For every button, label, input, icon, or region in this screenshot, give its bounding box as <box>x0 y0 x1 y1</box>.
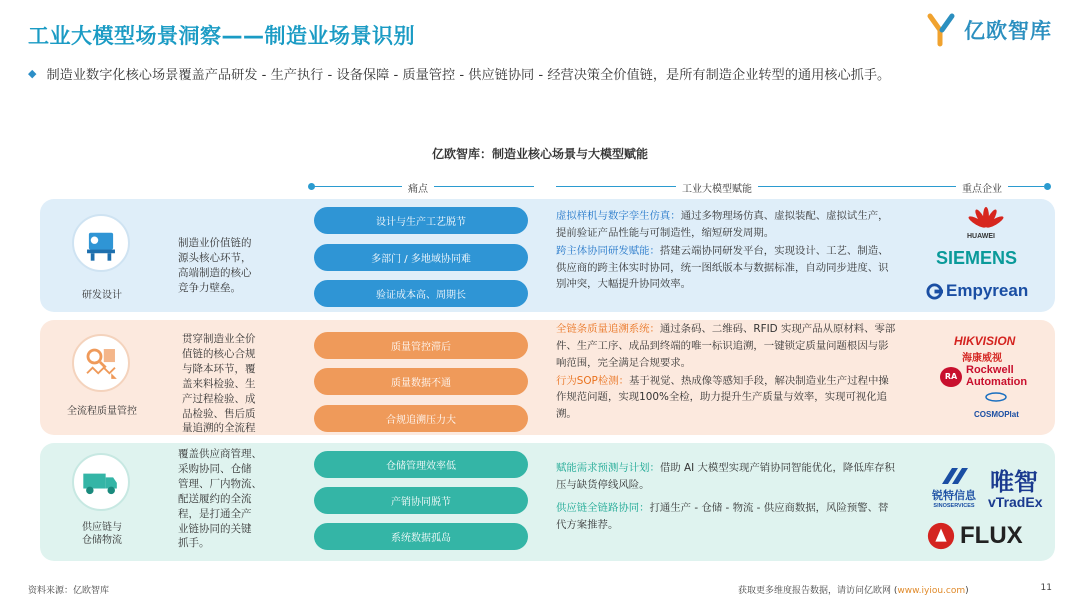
col-firms-label: 重点企业 <box>956 180 1008 195</box>
firm-name: HIKVISION <box>954 334 1016 348</box>
truck-icon <box>72 453 130 511</box>
firm-name: Empyrean <box>946 281 1029 300</box>
footer-source: 资料来源：亿欧智库 <box>28 586 110 596</box>
sinoservices-icon <box>939 465 969 487</box>
header-dot <box>1044 183 1051 190</box>
firm-empyrean <box>926 281 1028 301</box>
pain-pill: 系统数据孤岛 <box>314 523 528 550</box>
firm-name: vTradEx <box>988 494 1043 510</box>
brand-logo <box>926 12 1052 48</box>
category-desc: 制造业价值链的 源头核心环节， 高端制造的核心 竞争力壁垒。 <box>178 237 252 294</box>
col-pain-label: 痛点 <box>402 180 434 195</box>
page-title: 工业大模型场景洞察——制造业场景识别 <box>28 24 415 48</box>
category-desc: 贯穿制造业全价 值链的核心合规 与降本环节，覆 盖来料检验、生 产过程检验、成 品检验、售后质 量追溯的全流程 <box>182 333 256 435</box>
firm-name: 海康威视 <box>962 353 1002 364</box>
col-ai-label: 工业大模型赋能 <box>676 180 758 195</box>
firm-name: 唯智 <box>990 469 1038 496</box>
pain-pill: 设计与生产工艺脱节 <box>314 207 528 234</box>
pain-pill: 产销协同脱节 <box>314 487 528 514</box>
firm-name: HUAWEI <box>967 233 995 240</box>
pain-pill: 验证成本高、周期长 <box>314 280 528 307</box>
summary-bullet <box>28 64 890 83</box>
pain-pill: 质量管控滞后 <box>314 332 528 359</box>
pain-pill: 多部门 / 多地域协同难 <box>314 244 528 271</box>
flux-icon <box>926 521 956 551</box>
firm-name: SIEMENS <box>936 248 1018 268</box>
firm-name: Rockwell <box>966 364 1014 376</box>
firm-name: COSMOPlat <box>974 410 1019 419</box>
quality-control-icon <box>72 334 130 392</box>
pain-pill: 仓储管理效率低 <box>314 451 528 478</box>
empyrean-icon <box>926 283 943 300</box>
yiou-logo-icon <box>926 12 960 48</box>
firm-rockwell <box>940 365 1027 388</box>
firm-name: SINOSERVICES <box>933 503 975 509</box>
rockwell-icon: RA <box>940 367 962 387</box>
pain-pill: 合规追溯压力大 <box>314 405 528 432</box>
firm-name: 锐特信息 <box>932 490 976 502</box>
pain-pill: 质量数据不通 <box>314 368 528 395</box>
figure-title: 亿欧智库：制造业核心场景与大模型赋能 <box>431 147 648 161</box>
diamond-bullet-icon: ◆ <box>28 67 37 80</box>
rd-design-icon <box>72 214 130 272</box>
firm-huawei-logo <box>968 205 1004 231</box>
footer-more: 获取更多维度报告数据，请访问亿欧网 (www.iyiou.com) <box>738 586 969 596</box>
page-number: 11 <box>1040 583 1052 593</box>
firm-cosmoplat <box>974 392 1019 421</box>
summary-text: 制造业数字化核心场景覆盖产品研发 - 生产执行 - 设备保障 - 质量管控 - 供应链协同 - 经营决策全价值链，是所有制造企业转型的通用核心抓手。 <box>46 68 891 83</box>
category-label: 全流程质量管控 <box>67 406 137 417</box>
firm-name: Automation <box>966 375 1028 388</box>
cosmoplat-icon <box>984 392 1008 402</box>
firm-sinoservices <box>924 465 984 509</box>
category-label: 供应链与 仓储物流 <box>82 522 122 546</box>
logo-text: 亿欧智库 <box>964 19 1052 43</box>
firm-flux <box>926 521 1023 551</box>
firm-name: FLUX <box>960 522 1023 549</box>
footer-link[interactable]: www.iyiou.com <box>897 586 966 596</box>
category-label: 研发设计 <box>82 290 122 301</box>
ai-enablement-text: 全链条质量追溯系统：通过条码、二维码、RFID 实现产品从原材料、零部件、生产工序、成品到终端的唯一标识追溯，一键锁定质量问题根因与影响范围，完全满足合规要求。 行为SOP检测：基于视觉、热成像等感知手段，解决制造业生产过程中操作规范问题，实现100%全检，助力提升生产质量与效率，实现可视化追溯。 <box>556 323 896 421</box>
ai-enablement-text: 赋能需求预测与计划：借助 AI 大模型实现产销协同智能优化，降低库存积压与缺货停线风险。 供应链全链路协同：打通生产 - 仓储 - 物流 - 供应商数据，风险预警、替代方案推荐。 <box>556 462 895 531</box>
ai-enablement-text: 虚拟样机与数字孪生仿真：通过多物理场仿真、虚拟装配、虚拟试生产，提前验证产品性能与可制造性，缩短研发周期。 跨主体协同研发赋能：搭建云端协同研发平台，实现设计、工艺、制造、供应商的跨主体实时协同，统一图纸版本与数据标准，自动同步进度、识别冲突，大幅提升协同效率。 <box>556 210 889 291</box>
category-desc: 覆盖供应商管理、 采购协同、仓储 管理、厂内物流、 配送履约的全流 程，是打通全产 业链协同的关键 抓手。 <box>178 448 262 550</box>
